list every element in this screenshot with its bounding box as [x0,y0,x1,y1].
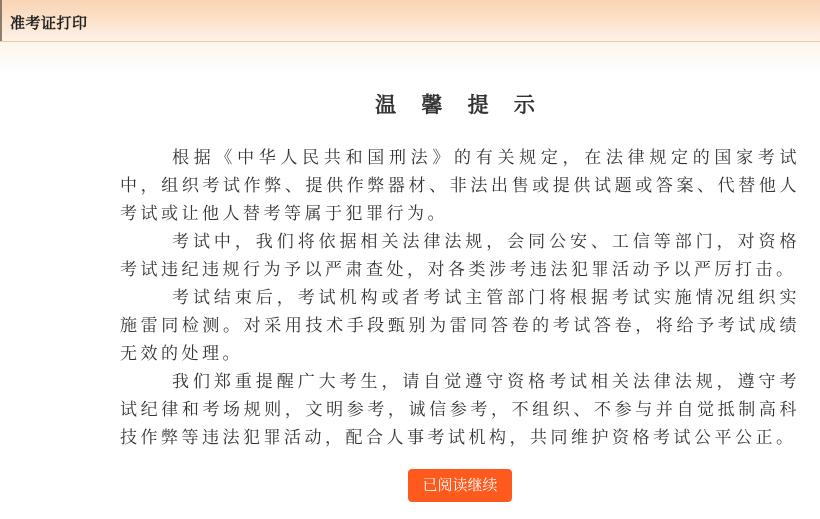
read-continue-button[interactable]: 已阅读继续 [408,469,511,502]
notice-paragraph: 考试中，我们将依据相关法律法规，会同公安、工信等部门，对资格考试违纪违规行为予以严肃查处，对各类涉考违法犯罪活动予以严厉打击。 [120,232,800,279]
notice-paragraph: 根据《中华人民共和国刑法》的有关规定，在法律规定的国家考试中，组织考试作弊、提供作弊器材、非法出售或提供试题或答案、代替他人考试或让他人替考等属于犯罪行为。 [120,148,800,223]
page-header [0,0,820,42]
button-row [120,469,800,502]
notice-paragraph: 我们郑重提醒广大考生，请自觉遵守资格考试相关法律法规，遵守考试纪律和考场规则，文明参考，诚信参考，不组织、不参与并自觉抵制高科技作弊等违法犯罪活动，配合人事考试机构，共同维护资格考试公平公正。 [120,372,800,447]
header-fade [0,42,820,74]
notice-content [120,92,800,502]
notice-title: 温 馨 提 示 [375,93,545,117]
notice-body [120,144,800,452]
page-title: 准考证打印 [10,15,88,32]
notice-paragraph: 考试结束后，考试机构或者考试主管部门将根据考试实施情况组织实施雷同检测。对采用技术手段甄别为雷同答卷的考试答卷，将给予考试成绩无效的处理。 [120,288,800,363]
